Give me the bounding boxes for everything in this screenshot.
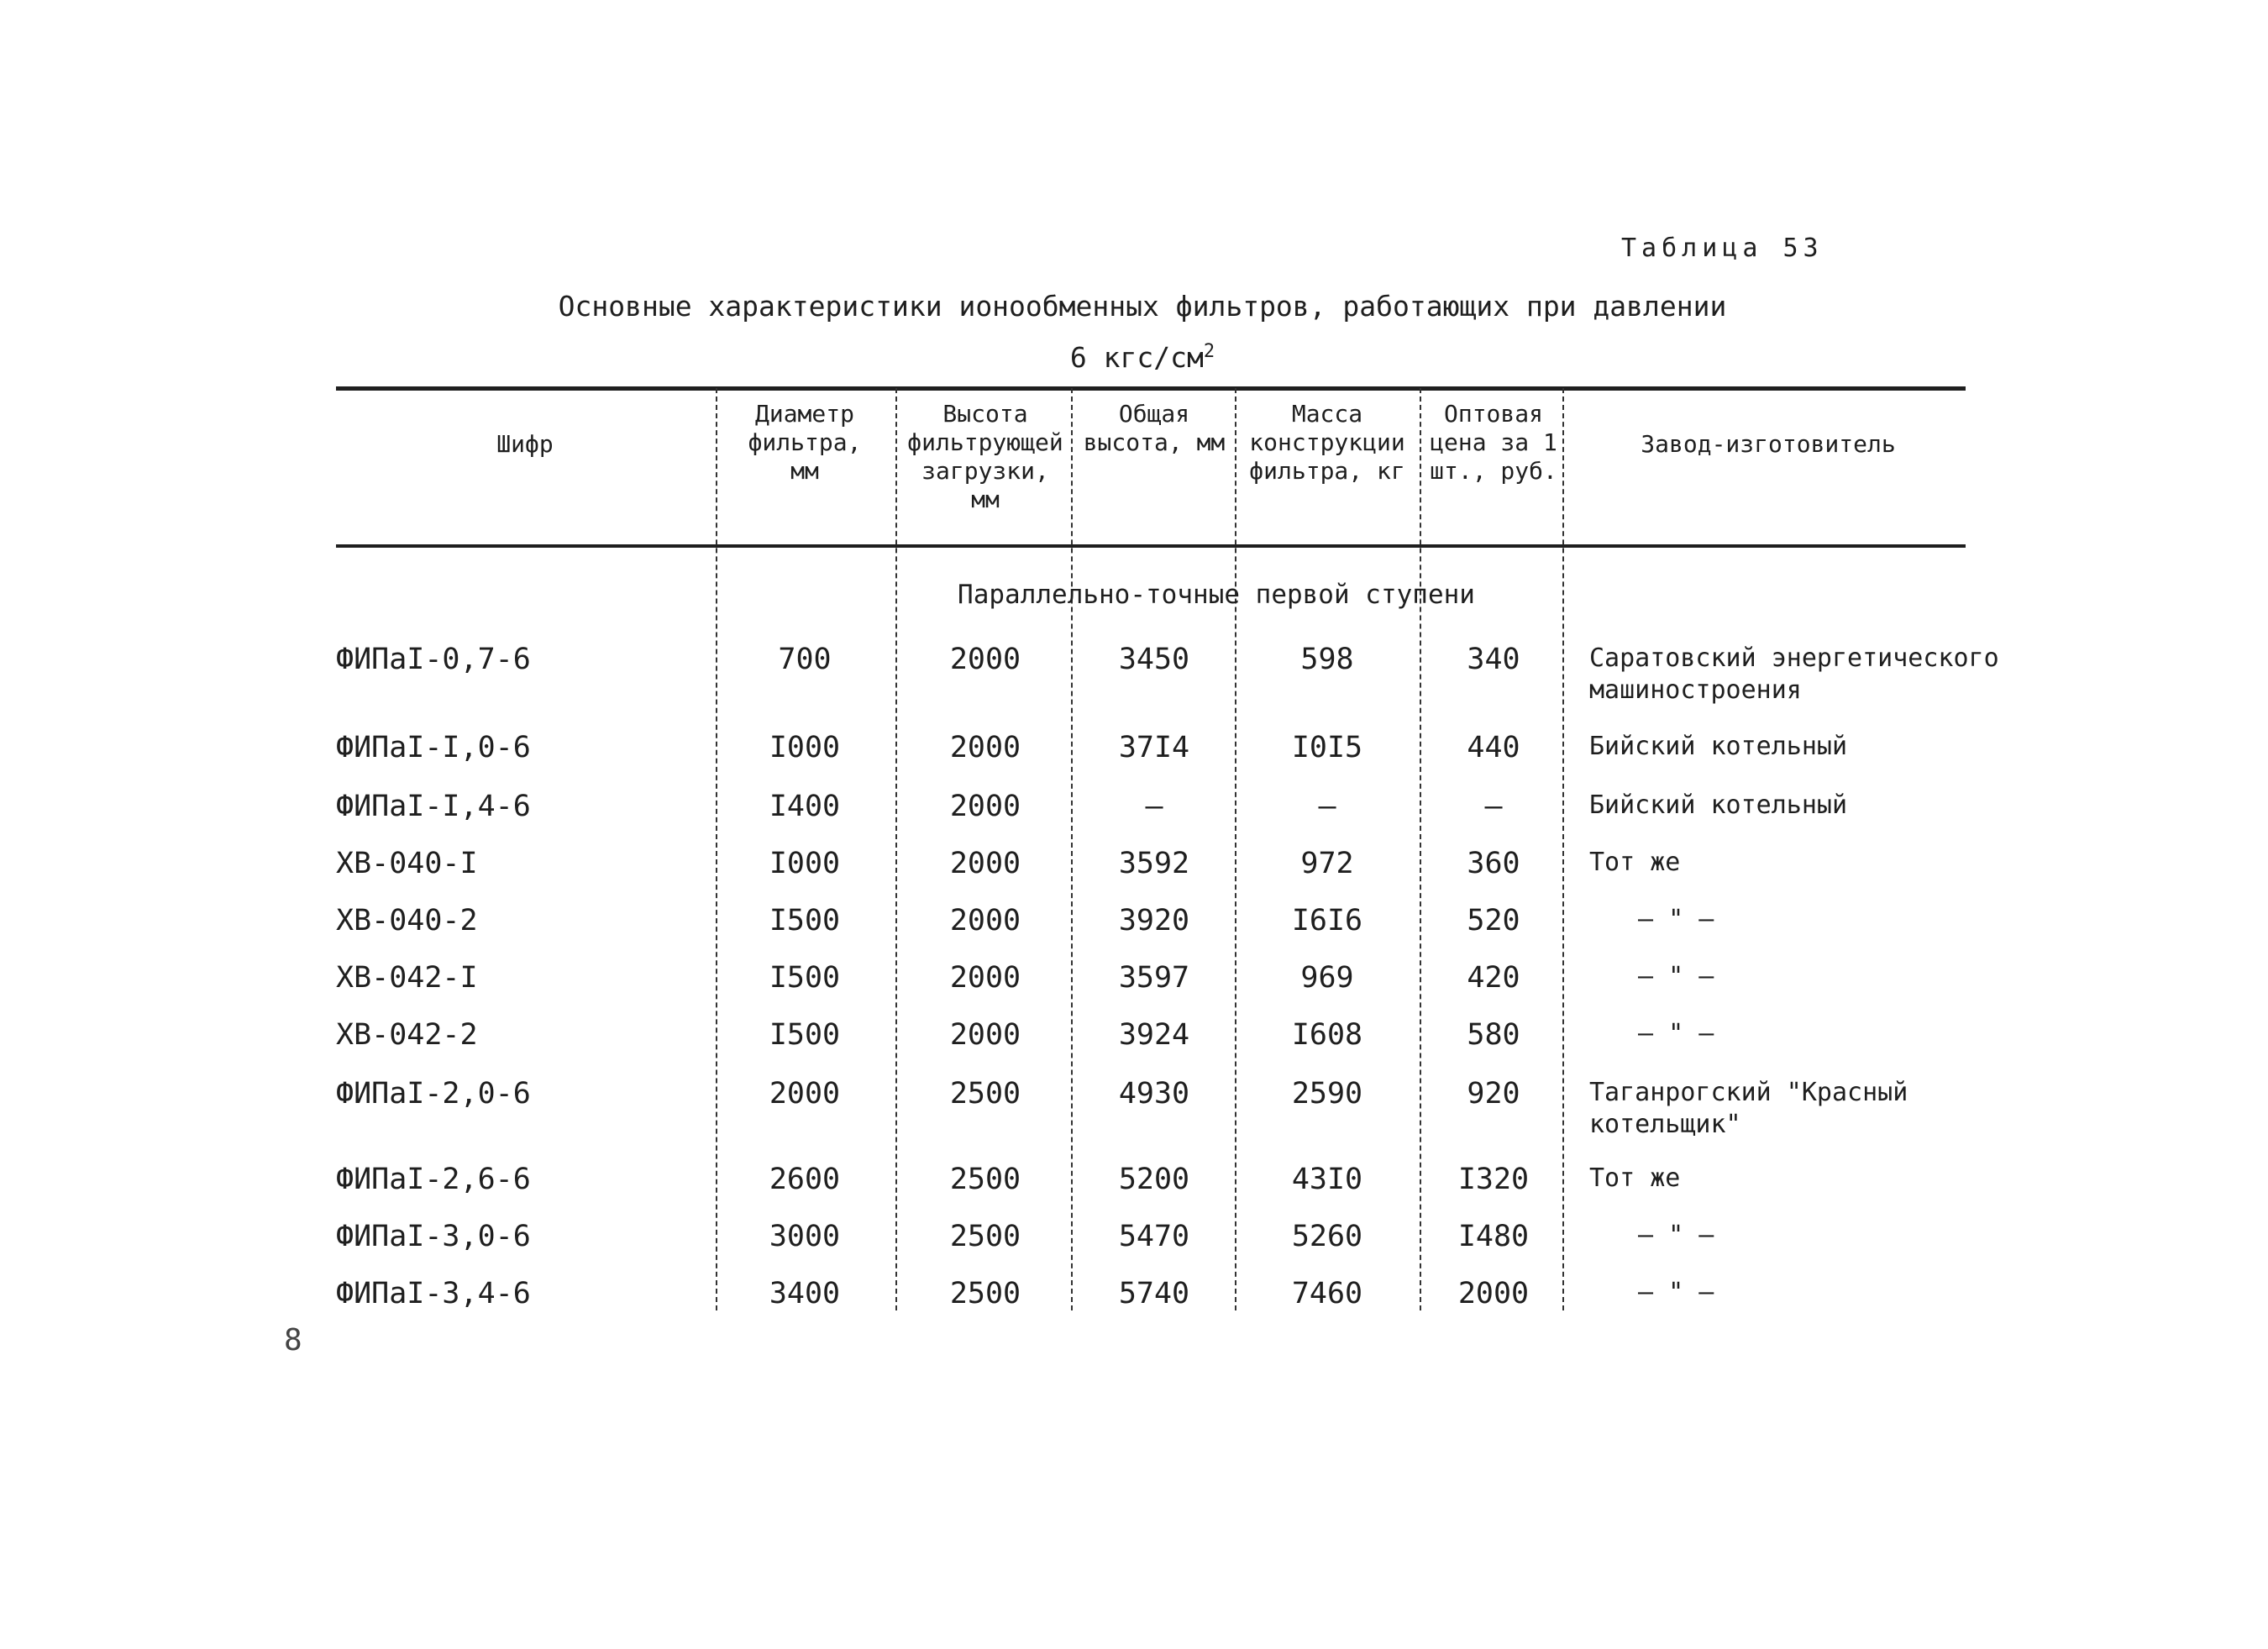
cell-diameter: 2600 xyxy=(769,1163,841,1196)
title-superscript: 2 xyxy=(1203,341,1215,362)
cell-code: ХВ-042-2 xyxy=(336,1018,478,1052)
cell-total-height: 3450 xyxy=(1118,643,1190,676)
cell-load-height: 2000 xyxy=(949,790,1021,823)
cell-code: ФИПаI-I,0-6 xyxy=(336,731,531,764)
header-diameter: Диаметр фильтра, мм xyxy=(748,400,862,485)
cell-code: ФИПаI-2,0-6 xyxy=(336,1077,531,1111)
column-separator xyxy=(1071,388,1073,1310)
cell-code: ХВ-040-I xyxy=(336,847,478,880)
cell-load-height: 2000 xyxy=(949,847,1021,880)
cell-load-height: 2000 xyxy=(949,731,1021,764)
title-line-2 xyxy=(504,329,1781,381)
cell-mass: 598 xyxy=(1300,643,1354,676)
cell-plant: – " – xyxy=(1638,962,1714,991)
cell-load-height: 2000 xyxy=(949,643,1021,676)
cell-load-height: 2500 xyxy=(949,1220,1021,1253)
cell-diameter: I500 xyxy=(769,904,841,937)
cell-price: 520 xyxy=(1467,904,1520,937)
cell-mass: 5260 xyxy=(1291,1220,1363,1253)
cell-load-height: 2000 xyxy=(949,1018,1021,1052)
column-separator xyxy=(1562,388,1564,1310)
table-header-rule xyxy=(336,544,1966,548)
cell-load-height: 2000 xyxy=(949,961,1021,995)
header-price: Оптовая цена за 1 шт., руб. xyxy=(1430,400,1557,485)
cell-price: 340 xyxy=(1467,643,1520,676)
column-separator xyxy=(1235,388,1236,1310)
cell-mass: 969 xyxy=(1300,961,1354,995)
cell-price: 2000 xyxy=(1457,1277,1530,1310)
cell-total-height: 3924 xyxy=(1118,1018,1190,1052)
cell-total-height: 3597 xyxy=(1118,961,1190,995)
cell-mass: 972 xyxy=(1300,847,1354,880)
cell-total-height: 3592 xyxy=(1118,847,1190,880)
cell-plant: Таганрогский "Красный котельщик" xyxy=(1589,1078,1908,1139)
column-separator xyxy=(1420,388,1421,1310)
section-heading: Параллельно-точные первой ступени xyxy=(958,580,1475,610)
cell-total-height: – xyxy=(1145,790,1163,823)
title-unit: 6 кгс/см xyxy=(1069,341,1204,374)
title-line-1: Основные характеристики ионообменных фильтров, работающих при давлении xyxy=(558,290,1727,323)
cell-plant: Тот же xyxy=(1589,1163,1681,1193)
header-mass: Масса конструкции фильтра, кг xyxy=(1249,400,1405,485)
cell-mass: I6I6 xyxy=(1291,904,1363,937)
cell-price: 440 xyxy=(1467,731,1520,764)
cell-diameter: I500 xyxy=(769,961,841,995)
cell-plant: Саратовский энергетического машиностроения xyxy=(1589,643,1999,705)
cell-code: ФИПаI-3,0-6 xyxy=(336,1220,531,1253)
cell-diameter: I000 xyxy=(769,731,841,764)
cell-plant: Бийский котельный xyxy=(1589,732,1848,761)
cell-total-height: 5470 xyxy=(1118,1220,1190,1253)
table-title xyxy=(504,284,1781,381)
header-code: Шифр xyxy=(496,430,554,458)
cell-total-height: 4930 xyxy=(1118,1077,1190,1111)
cell-total-height: 5200 xyxy=(1118,1163,1190,1196)
cell-diameter: 2000 xyxy=(769,1077,841,1111)
cell-diameter: 3400 xyxy=(769,1277,841,1310)
column-separator xyxy=(895,388,897,1310)
cell-plant: – " – xyxy=(1638,1278,1714,1307)
cell-load-height: 2500 xyxy=(949,1163,1021,1196)
cell-plant: – " – xyxy=(1638,905,1714,934)
header-total-height: Общая высота, мм xyxy=(1083,400,1226,456)
table-label: Таблица 53 xyxy=(1621,234,1824,263)
cell-mass: I0I5 xyxy=(1291,731,1363,764)
cell-diameter: I400 xyxy=(769,790,841,823)
cell-plant: Бийский котельный xyxy=(1589,790,1848,820)
cell-total-height: 37I4 xyxy=(1118,731,1190,764)
cell-code: ФИПаI-3,4-6 xyxy=(336,1277,531,1310)
cell-code: ФИПаI-0,7-6 xyxy=(336,643,531,676)
cell-price: 920 xyxy=(1467,1077,1520,1111)
cell-price: 360 xyxy=(1467,847,1520,880)
column-separator xyxy=(716,388,717,1310)
cell-mass: I608 xyxy=(1291,1018,1363,1052)
cell-price: 420 xyxy=(1467,961,1520,995)
cell-mass: 2590 xyxy=(1291,1077,1363,1111)
cell-total-height: 3920 xyxy=(1118,904,1190,937)
header-load-height: Высота фильтрующей загрузки, мм xyxy=(907,400,1063,513)
table-top-rule xyxy=(336,386,1966,391)
cell-code: ФИПаI-2,6-6 xyxy=(336,1163,531,1196)
cell-plant: – " – xyxy=(1638,1019,1714,1048)
cell-diameter: 3000 xyxy=(769,1220,841,1253)
cell-mass: – xyxy=(1318,790,1336,823)
cell-diameter: I000 xyxy=(769,847,841,880)
cell-diameter: I500 xyxy=(769,1018,841,1052)
cell-plant: – " – xyxy=(1638,1221,1714,1250)
cell-load-height: 2000 xyxy=(949,904,1021,937)
cell-code: ХВ-040-2 xyxy=(336,904,478,937)
cell-mass: 43I0 xyxy=(1291,1163,1363,1196)
cell-price: I480 xyxy=(1457,1220,1530,1253)
cell-load-height: 2500 xyxy=(949,1277,1021,1310)
cell-load-height: 2500 xyxy=(949,1077,1021,1111)
cell-diameter: 700 xyxy=(778,643,832,676)
cell-price: 580 xyxy=(1467,1018,1520,1052)
cell-mass: 7460 xyxy=(1291,1277,1363,1310)
header-plant: Завод-изготовитель xyxy=(1641,430,1896,458)
cell-price: I320 xyxy=(1457,1163,1530,1196)
cell-plant: Тот же xyxy=(1589,848,1681,877)
cell-total-height: 5740 xyxy=(1118,1277,1190,1310)
cell-code: ХВ-042-I xyxy=(336,961,478,995)
page-mark: 8 xyxy=(284,1323,302,1358)
cell-code: ФИПаI-I,4-6 xyxy=(336,790,531,823)
cell-price: – xyxy=(1484,790,1503,823)
